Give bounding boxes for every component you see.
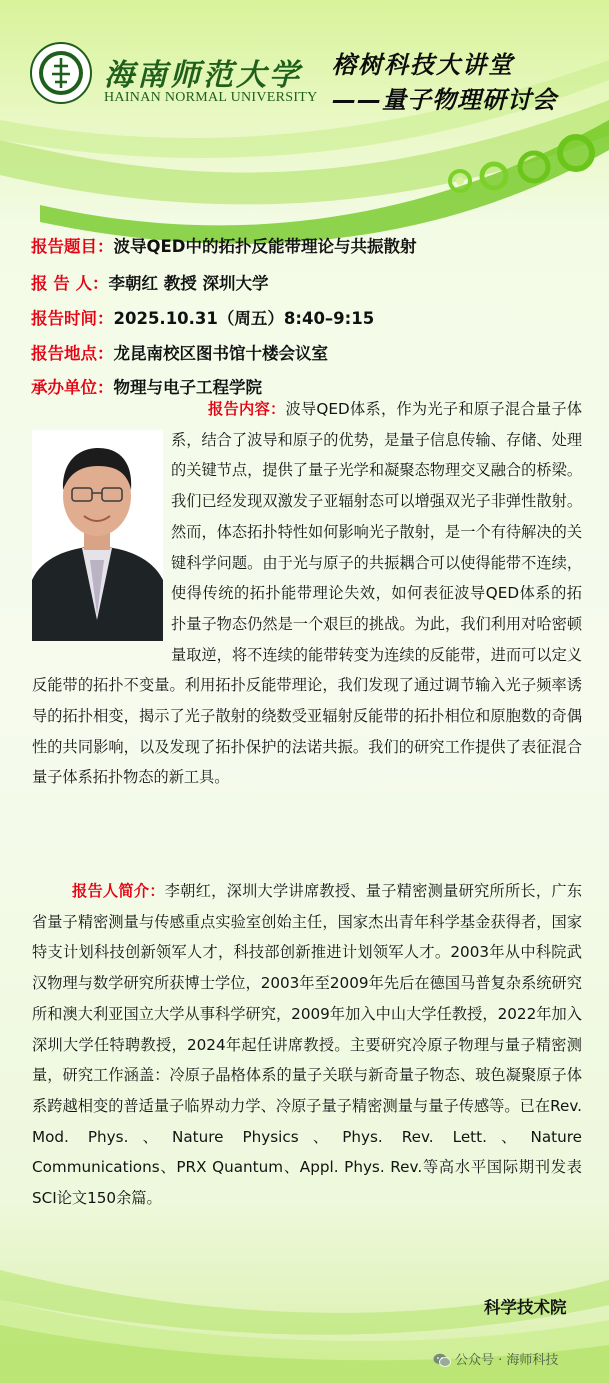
info-value: 物理与电子工程学院 [113,378,262,397]
info-label: 报告地点： [31,344,114,363]
info-label: 报告题目： [31,237,114,256]
university-logo-icon [30,42,92,104]
info-label: 报 告 人： [31,274,109,293]
university-name-en: HAINAN NORMAL UNIVERSITY [104,90,318,105]
wechat-icon [433,1353,451,1368]
organizer-signature: 科学技术院 [484,1298,567,1317]
info-value: 李朝红 教授 深圳大学 [108,274,269,293]
bio-section [32,876,582,1214]
event-title-line2: ——量子物理研讨会 [332,86,557,114]
abstract-heading: 报告内容： [208,400,286,418]
wechat-label: 公众号 · 海师科技 [455,1353,559,1368]
university-name-cn: 海南师范大学 [104,58,302,93]
abstract-text: 波导QED体系，作为光子和原子混合量子体系，结合了波导和原子的优势，是量子信息传输、存储、处理的关键节点，提供了量子光学和凝聚态物理交叉融合的桥梁。我们已经发现双激发子亚辐射态可以增强双光子非弹性散射。然而，体态拓扑特性如何影响光子散射，是一个有待解决的关键科学问题。由于光与原子的共振耦合可以使得能带不连续，使得传统的拓扑能带理论失效，如何表征波导QED体系的拓扑量子物态仍然是一个艰巨的挑战。为此，我们利用对哈密顿量取逆，将不连续的能带转变为连续的反能带，进而可以定义反能带的拓扑不变量。利用拓扑反能带理论，我们发现了通过调节输入光子频率诱导的拓扑相变，揭示了光子散射的绕数受亚辐射反能带的拓扑相位和原胞数的奇偶性的共同影响，以及发现了拓扑保护的法诺共振。我们的研究工作提供了表征混合量子体系拓扑物态的新工具。 [32,400,583,787]
info-label: 报告时间： [31,309,114,328]
info-row-time [31,305,374,329]
event-title-line1: 榕树科技大讲堂 [332,51,514,79]
info-value: 龙昆南校区图书馆十楼会议室 [113,344,328,363]
info-value: 2025.10.31（周五）8:40–9:15 [113,309,375,328]
info-value: 波导QED中的拓扑反能带理论与共振散射 [113,237,417,256]
abstract-section [32,400,583,793]
info-row-speaker [31,270,269,294]
bio-heading: 报告人简介： [72,882,165,900]
bio-text: 李朝红，深圳大学讲席教授、量子精密测量研究所所长，广东省量子精密测量与传感重点实验室创始主任，国家杰出青年科学基金获得者，国家特支计划科技创新领军人才，科技部创新推进计划领军人才。2003年从中科院武汉物理与数学研究所获博士学位，2003年至2009年先后在德国马普复杂系统研究所和澳大利亚国立大学从事科学研究，2009年加入中山大学任教授，2022年加入深圳大学任特聘教授，2024年起任讲席教授。主要研究冷原子物理与量子精密测量，研究工作涵盖：冷原子晶格体系的量子关联与新奇量子物态、玻色凝聚原子体系跨越相变的普适量子临界动力学、冷原子量子精密测量与量子传感等。已在Rev. Mod. Phys.、Nature Physics、Phys. Rev. Lett.、Nature Communications、PRX Quantum、Appl. Phys. Rev.等高水平国际期刊发表SCI论文150余篇。 [32,882,583,1208]
info-label: 承办单位： [31,378,114,397]
info-row-location [31,340,328,364]
speaker-photo [32,430,163,641]
wechat-account [433,1349,558,1368]
info-row-topic [31,233,417,257]
